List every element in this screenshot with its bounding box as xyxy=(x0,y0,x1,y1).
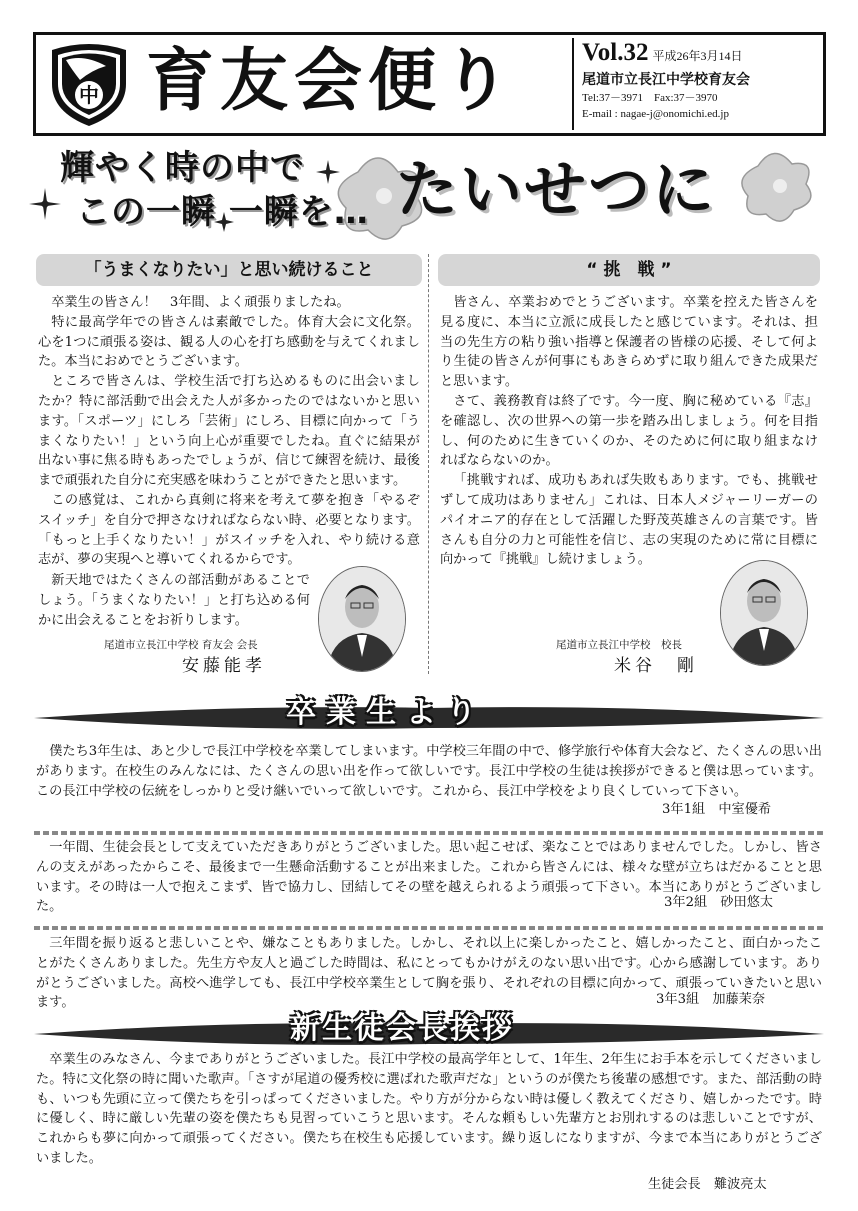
paragraph: さて、義務教育は終了です。今一度、胸に秘めている『志』を確認し、次の世界への第一歩を踏み出しましょう。何を目指し、何のために生きていくのか、そのために何に取り組まなければならないのか。 xyxy=(440,393,818,469)
right-column-body xyxy=(440,293,818,570)
contact-email: E-mail : nagae-j@onomichi.ed.jp xyxy=(582,108,729,120)
left-column-body xyxy=(38,293,420,570)
banner-headline: たいせつに xyxy=(396,153,717,226)
pta-president-name: 安藤能孝 xyxy=(182,656,266,676)
contact-phone: Tel:37－3971 Fax:37－3970 xyxy=(582,92,718,104)
dotted-divider xyxy=(34,917,824,925)
issue-info xyxy=(572,38,820,130)
newsletter-title: 育友会便り xyxy=(146,42,517,121)
paragraph: 新天地ではたくさんの部活動があることでしょう。「うまくなりたい！」と打ち込める何かに出会えることをお祈りします。 xyxy=(38,573,310,628)
dotted-divider xyxy=(34,822,824,830)
left-column-closing xyxy=(38,571,310,630)
emblem-char: 中 xyxy=(79,83,99,107)
pta-president-org: 尾道市立長江中学校 育友会 会長 xyxy=(104,639,258,651)
new-president-signature: 生徒会長 難波亮太 xyxy=(648,1177,767,1192)
right-column-heading: “ 挑 戦 ” xyxy=(438,254,820,286)
paragraph: ところで皆さんは、学校生活で打ち込めるものに出会いましたか？特に部活動で出会えた人が多かったのではないかと思います。「スポーツ」にしろ「芸術」にしろ、目標に向かって「うまくなりたい！」という向上心が重要でしたね。直ぐに結果が出ない事に焦る時もあったでしょうが、信じて練習を続け、最後まで頑張れた自分に充実感を味わうことができたと思います。 xyxy=(38,374,420,489)
paragraph: この感覚は、これから真剣に将来を考えて夢を抱き「やるぞスイッチ」を自分で押さなければならない時、必要となります。「もっと上手くなりたい！」がスイッチを入れ、やり続ける意志が、夢の実現へと導いてくれるからです。 xyxy=(38,492,420,568)
paragraph: 特に最高学年での皆さんは素敵でした。体育大会に文化祭。心を1つに頑張る姿は、観る人の心を打ち感動を与えてくれました。本当におめでとうございます。 xyxy=(38,314,420,370)
message-text: 三年間を振り返ると悲しいことや、嫌なこともありました。しかし、それ以上に楽しかったこと、嬉しかったこと、面白かったことがたくさんありました。先生方や友人と過ごした時間は、私にとってもかけがえのない思い出です。心から感謝しています。ありがとうございました。高校へ進学しても、長江中学校卒業生として胸を張り、それぞれの目標に向かって、頑張っていきたいと思います。 xyxy=(36,936,822,1011)
message-text: 一年間、生徒会長として支えていただきありがとうございました。思い起こせば、楽なことではありませんでした。しかし、皆さんの支えがあったからこそ、最後まで一生懸命活動することが出来ました。これから皆さんには、様々な壁が立ちはだかることと思います。その時は一人で抱えこまず、皆で協力し、団結してその壁を越えられるよう頑張って下さい。本当にありがとうございました。 xyxy=(36,840,822,915)
school-emblem-logo xyxy=(44,40,134,128)
volume-number: Vol.32 xyxy=(582,39,649,66)
paragraph: 「挑戦すれば、成功もあれば失敗もあります。でも、挑戦せずして成功はありません」これは、日本人メジャーリーガーのパイオニア的存在として活躍した野茂英雄さんの言葉です。皆さんも自分の力と可能性を信じ、志の実現のために常に目標に向かって『挑戦』し続けましょう。 xyxy=(440,473,818,568)
graduate-message xyxy=(36,742,822,801)
new-president-section-title: 新生徒会長挨拶 xyxy=(290,1011,514,1046)
principal-name: 米谷 剛 xyxy=(614,656,698,676)
volume-line xyxy=(582,38,820,71)
principal-org: 尾道市立長江中学校 校長 xyxy=(556,639,682,651)
left-column-heading: 「うまくなりたい」と思い続けること xyxy=(36,254,422,286)
principal-photo xyxy=(720,560,808,666)
banner-phrase-1: 輝やく時の中で xyxy=(60,148,305,188)
paragraph: 皆さん、卒業おめでとうございます。卒業を控えた皆さんを見る度に、本当に立派に成長したと感じています。それは、担当の先生方の粘り強い指導と保護者の皆様の応援、そして何より生徒の皆さんが何事にもあきらめずに取り組んできた成果だと思います。 xyxy=(440,295,818,390)
message-text: 僕たち3年生は、あと少しで長江中学校を卒業してしまいます。中学校三年間の中で、修学旅行や体育大会など、たくさんの思い出があります。在校生のみんなには、たくさんの思い出を作って欲しいです。長江中学校の生徒は挨拶ができると僕は思っています。この長江中学校の伝統をしっかりと受け継いでいって欲しいです。これから、長江中学校をより良くしていって下さい。 xyxy=(36,744,822,799)
column-divider xyxy=(428,254,429,674)
graduate-signature: 3年2組 砂田悠太 xyxy=(664,895,774,910)
pta-president-photo xyxy=(318,566,406,672)
banner-phrase-2: この一瞬 一瞬を… xyxy=(76,192,369,232)
issue-date: 平成26年3月14日 xyxy=(652,49,743,63)
graduates-section-title: 卒業生より xyxy=(286,695,486,730)
publisher-name: 尾道市立長江中学校育友会 xyxy=(582,72,750,88)
message-text: 卒業生のみなさん、今までありがとうございました。長江中学校の最高学年として、1年生、2年生にお手本を示してくださいました。特に文化祭の時に聞いた歌声。「さすが尾道の優秀校に選ばれた歌声だな」というのが僕たち後輩の感想です。また、部活動の時も、いつも先頭に立って僕たちを引っぱってくださいました。やり方が分からない時は優しく教えてくださり、嬉しかったです。時に優しく、時に厳しい先輩の姿を僕たちも見習っていこうと思います。そんな頼もしい先輩方とお別れするのは悲しいことですが、これからも夢に向かって頑張ってください。僕たち在校生も応援しています。繰り返しになりますが、今まで本当にありがとうございました。 xyxy=(36,1052,822,1166)
paragraph: 卒業生の皆さん！ 3年間、よく頑張りましたね。 xyxy=(51,295,350,310)
graduate-signature: 3年3組 加藤茉奈 xyxy=(656,992,766,1007)
new-president-message xyxy=(36,1050,822,1169)
graduate-signature: 3年1組 中室優希 xyxy=(662,802,772,817)
